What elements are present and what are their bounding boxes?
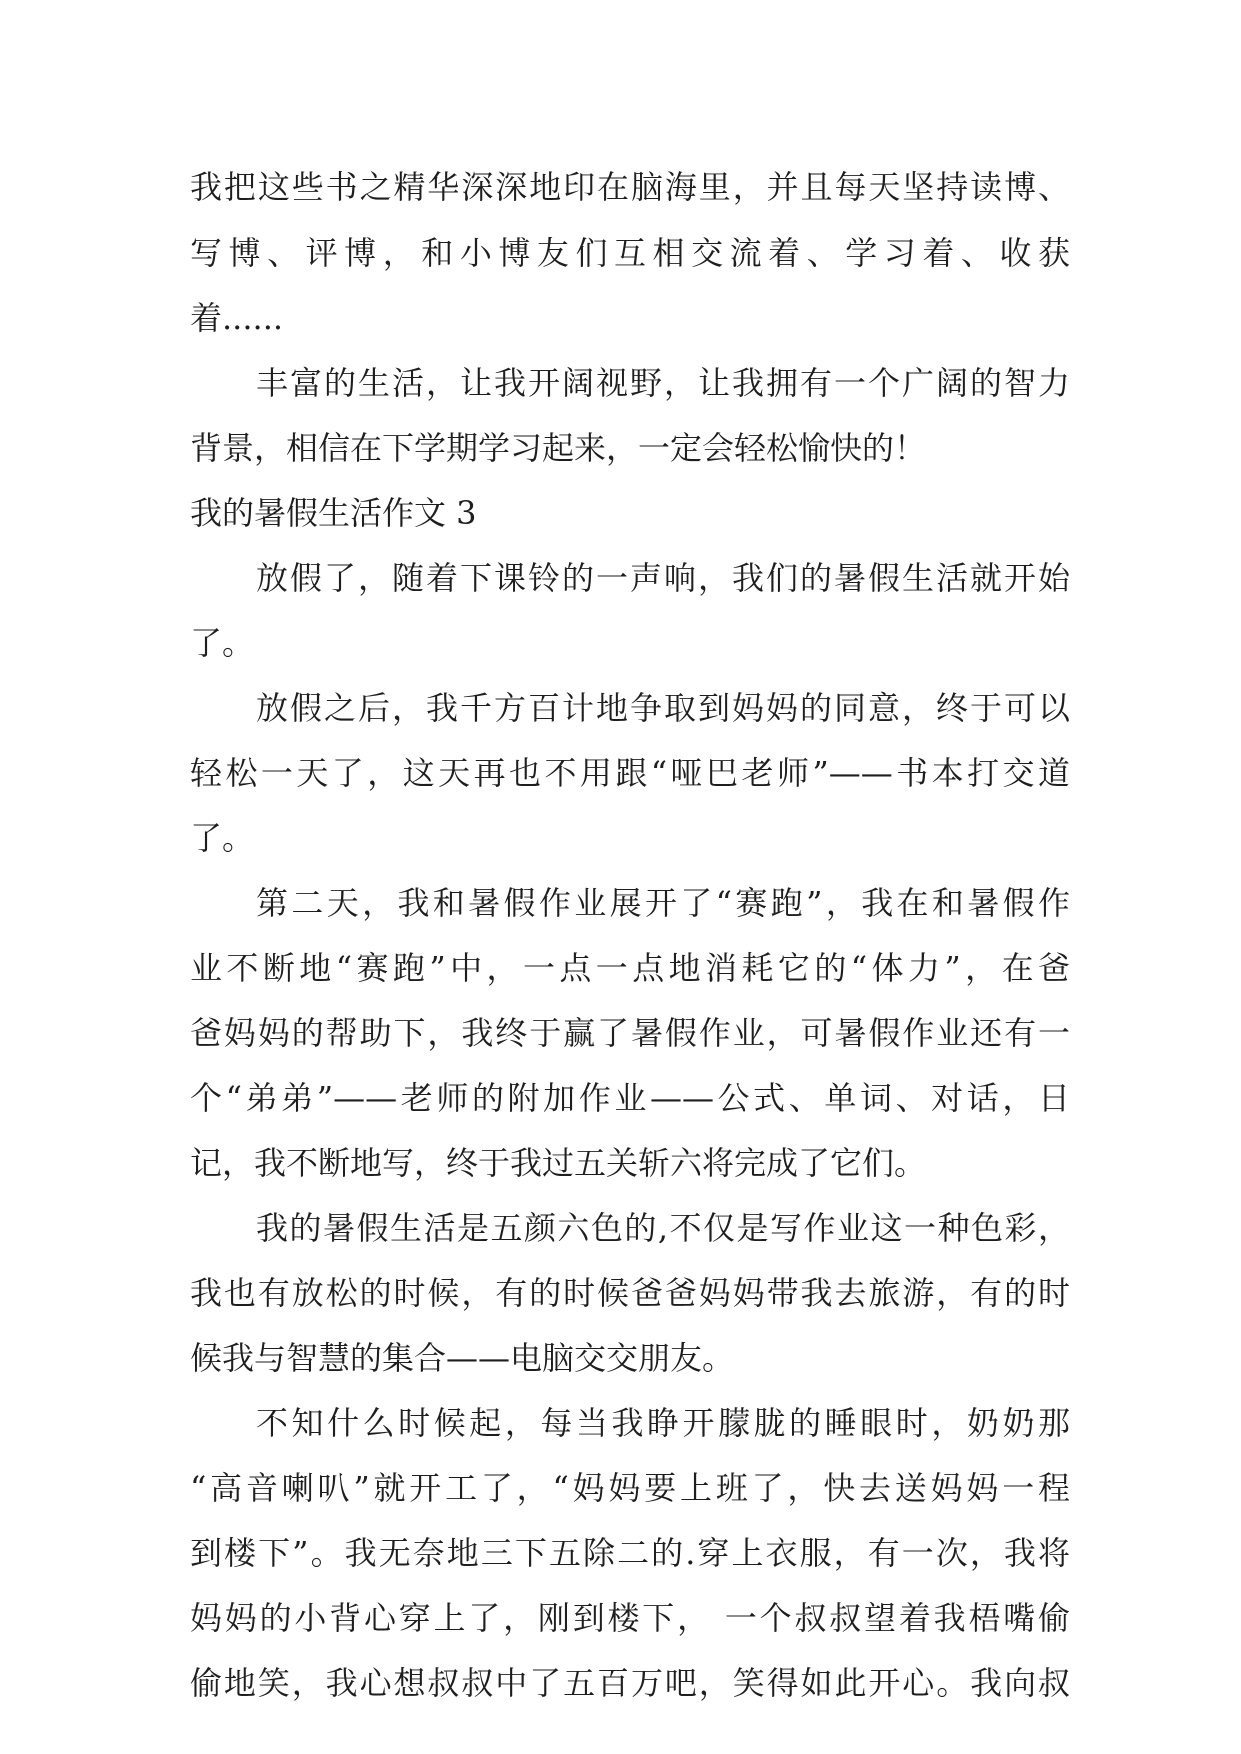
text-line: 放假之后，我千方百计地争取到妈妈的同意，终于可以 (256, 689, 1070, 727)
section-heading: 我的暑假生活作文 3 (190, 494, 477, 532)
text-line: 不知什么时候起，每当我睁开朦胧的睡眼时，奶奶那 (256, 1404, 1070, 1442)
text-line: 了。 (190, 819, 255, 857)
text-line: 丰富的生活，让我开阔视野，让我拥有一个广阔的智力 (256, 364, 1070, 402)
text-line: 记，我不断地写，终于我过五关斩六将完成了它们。 (190, 1144, 927, 1182)
text-line: 我的暑假生活是五颜六色的,不仅是写作业这一种色彩， (256, 1209, 1070, 1247)
text-line: 着...... (190, 299, 284, 337)
text-line: 到楼下”。我无奈地三下五除二的.穿上衣服，有一次，我将 (190, 1534, 1070, 1572)
text-line: 偷地笑，我心想叔叔中了五百万吧，笑得如此开心。我向叔 (190, 1664, 1070, 1702)
text-line: 妈妈的小背心穿上了，刚到楼下， 一个叔叔望着我梧嘴偷 (190, 1599, 1070, 1637)
text-line: 放假了，随着下课铃的一声响，我们的暑假生活就开始 (256, 559, 1070, 597)
text-line: 我也有放松的时候，有的时候爸爸妈妈带我去旅游，有的时 (190, 1274, 1070, 1312)
text-line: 个“弟弟”——老师的附加作业——公式、单词、对话，日 (190, 1079, 1070, 1117)
text-line: 第二天，我和暑假作业展开了“赛跑”，我在和暑假作 (256, 884, 1070, 922)
text-line: 背景，相信在下学期学习起来，一定会轻松愉快的！ (190, 429, 927, 467)
text-line: 轻松一天了，这天再也不用跟“哑巴老师”——书本打交道 (190, 754, 1070, 792)
text-line: “高音喇叭”就开工了，“妈妈要上班了，快去送妈妈一程 (190, 1469, 1070, 1507)
text-line: 爸妈妈的帮助下，我终于赢了暑假作业，可暑假作业还有一 (190, 1014, 1070, 1052)
text-line: 了。 (190, 624, 255, 662)
text-line: 我把这些书之精华深深地印在脑海里，并且每天坚持读博、 (190, 168, 1070, 206)
text-line: 业不断地“赛跑”中，一点一点地消耗它的“体力”，在爸 (190, 949, 1070, 987)
text-line: 写博、评博，和小博友们互相交流着、学习着、收获 (190, 234, 1070, 272)
text-line: 候我与智慧的集合——电脑交交朋友。 (190, 1339, 735, 1377)
